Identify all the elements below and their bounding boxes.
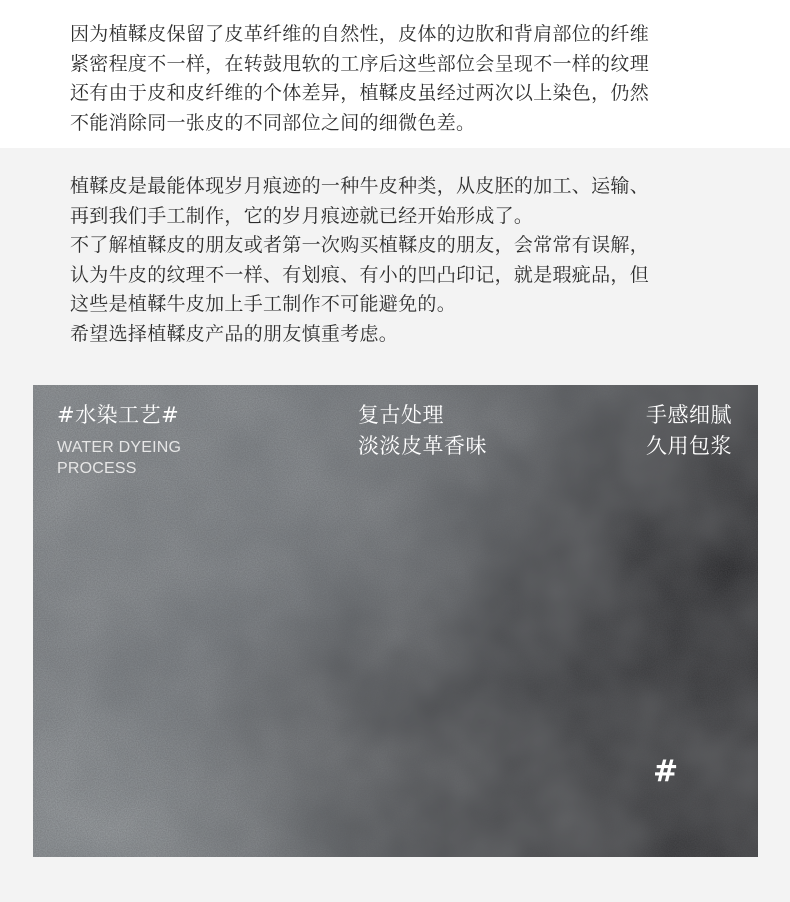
intro-line: 还有由于皮和皮纤维的个体差异，植鞣皮虽经过两次以上染色，仍然	[70, 82, 650, 104]
feature-middle-line: 淡淡皮革香味	[358, 434, 487, 458]
process-tag-en-line: PROCESS	[57, 460, 137, 477]
feature-right	[646, 400, 732, 462]
process-tag-cn-text: #水染工艺#	[57, 403, 180, 427]
leather-texture-image	[33, 385, 758, 857]
process-tag-cn	[57, 400, 179, 431]
notice-line: 植鞣皮是最能体现岁月痕迹的一种牛皮种类，从皮胚的加工、运输、	[70, 175, 650, 197]
notice-line: 这些是植鞣牛皮加上手工制作不可能避免的。	[70, 293, 457, 315]
feature-right-line: 久用包浆	[646, 434, 732, 458]
feature-right-line: 手感细腻	[646, 403, 732, 427]
intro-line: 紧密程度不一样，在转鼓甩软的工序后这些部位会呈现不一样的纹理	[70, 52, 650, 75]
feature-middle-line: 复古处理	[358, 403, 444, 427]
notice-line: 认为牛皮的纹理不一样、有划痕、有小的凹凸印记，就是瑕疵品，但	[70, 263, 650, 286]
hash-mark: #	[653, 754, 679, 789]
intro-line: 不能消除同一张皮的不同部位之间的细微色差。	[70, 111, 476, 134]
process-tag-en	[57, 437, 181, 479]
feature-middle	[358, 400, 487, 462]
notice-line: 希望选择植鞣皮产品的朋友慎重考虑。	[70, 322, 399, 345]
process-tag-en-line: WATER DYEING	[57, 439, 182, 456]
notice-paragraph	[70, 172, 750, 349]
notice-line: 再到我们手工制作，它的岁月痕迹就已经开始形成了。	[70, 204, 534, 227]
intro-line: 因为植鞣皮保留了皮革纤维的自然性，皮体的边肷和背肩部位的纤维	[70, 23, 650, 45]
intro-paragraph	[70, 20, 750, 138]
notice-line: 不了解植鞣皮的朋友或者第一次购买植鞣皮的朋友，会常常有误解，	[70, 234, 650, 256]
